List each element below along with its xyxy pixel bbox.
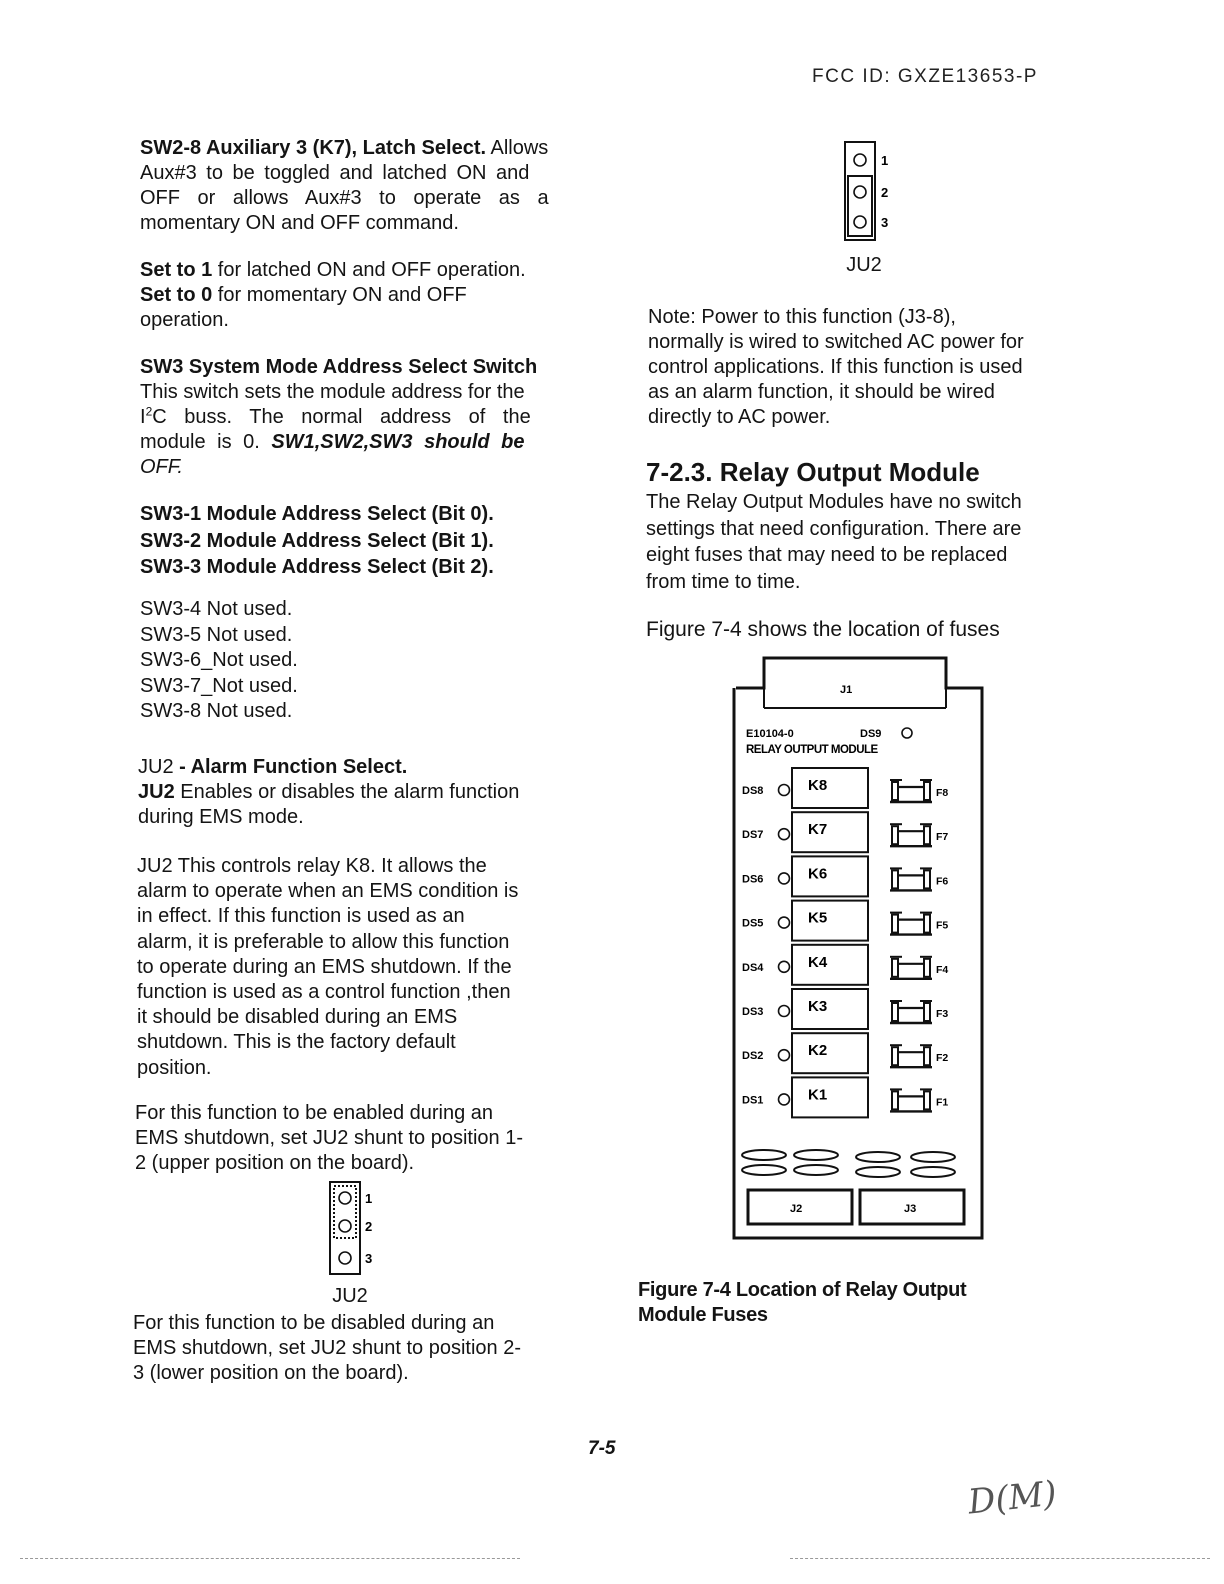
ds-label: DS1 bbox=[742, 1094, 764, 1107]
part-number: E10104-0 bbox=[746, 728, 794, 740]
ju2-enabled-line0: For this function to be enabled during an bbox=[135, 1102, 494, 1124]
note-section bbox=[648, 305, 1078, 430]
sw2-8-line0: Allows bbox=[490, 137, 549, 159]
section-body bbox=[646, 489, 1076, 595]
sw3-line2-sup: 2 bbox=[145, 404, 153, 419]
fuse-clip bbox=[924, 959, 930, 977]
fuse-clip bbox=[924, 870, 930, 888]
ju2-disabled-line2: 3 (lower position on the board). bbox=[133, 1362, 409, 1384]
sw2-8-line3: momentary ON and OFF command. bbox=[140, 212, 459, 234]
fuse-clip bbox=[924, 1003, 930, 1021]
fuse-label: F4 bbox=[936, 963, 949, 976]
ju2-controls-line5: function is used as a control function ,then bbox=[137, 981, 511, 1004]
sw3-unused-4: SW3-8 Not used. bbox=[140, 700, 293, 722]
ju2-controls-line2: in effect. If this function is used as an bbox=[137, 905, 465, 928]
sw3-bit-1: SW3-2 Module Address Select (Bit 1). bbox=[140, 529, 494, 552]
fuse-icon bbox=[892, 826, 898, 844]
ju2-controls-line3: alarm, it is preferable to allow this function bbox=[137, 930, 510, 953]
fuse-icon bbox=[892, 870, 898, 888]
ds-label: DS4 bbox=[742, 961, 764, 974]
ju2-enables-line2: during EMS mode. bbox=[138, 806, 304, 828]
relay-label: K6 bbox=[808, 865, 828, 883]
led-icon bbox=[779, 1006, 790, 1017]
terminal-ovals bbox=[742, 1150, 955, 1177]
note-line4: directly to AC power. bbox=[648, 406, 831, 428]
ds-label: DS2 bbox=[742, 1050, 764, 1063]
ju2-controls-line0: This controls relay K8. It allows the bbox=[172, 855, 487, 877]
ju2-upper-pin-2: 2 bbox=[365, 1219, 373, 1234]
sw3-line2-b: C buss. The normal address of the bbox=[152, 406, 531, 428]
caption-line1: Module Fuses bbox=[638, 1304, 768, 1326]
ju2-enables-line1: Enables or disables the alarm function bbox=[174, 781, 520, 803]
note-line0: Note: Power to this function (J3-8), bbox=[648, 306, 956, 328]
handwritten-mark: D(M) bbox=[966, 1473, 1059, 1523]
relay-box bbox=[792, 768, 868, 808]
fuse-label: F2 bbox=[936, 1052, 949, 1065]
relay-box bbox=[792, 1033, 868, 1073]
page-number: 7-5 bbox=[588, 1438, 616, 1459]
connector-j2: J2 bbox=[790, 1203, 803, 1215]
fuse-label: F1 bbox=[936, 1096, 949, 1109]
figure-caption bbox=[638, 1278, 1058, 1328]
ju2-jumper-lower-label: JU2 bbox=[846, 254, 882, 276]
relay-label: K1 bbox=[808, 1086, 828, 1104]
ju2-upper-pin-1: 1 bbox=[365, 1191, 373, 1206]
relay-module-board bbox=[728, 652, 988, 1246]
scan-edge-right bbox=[790, 1558, 1210, 1559]
connector-j3: J3 bbox=[904, 1203, 917, 1215]
fuse-clip bbox=[924, 782, 930, 800]
fcc-id: FCC ID: GXZE13653-P bbox=[812, 66, 1038, 87]
section-heading: 7-2.3. Relay Output Module bbox=[646, 457, 980, 487]
relay-label: K7 bbox=[808, 821, 828, 839]
relay-label: K4 bbox=[808, 953, 828, 971]
ds-label: DS6 bbox=[742, 873, 764, 886]
fuse-clip bbox=[924, 1091, 930, 1109]
sw3-line4-bold: OFF. bbox=[140, 456, 183, 478]
section-line3: from time to time. bbox=[646, 570, 801, 593]
ju2-enabled bbox=[135, 1101, 583, 1176]
set1-text: for latched ON and OFF operation. bbox=[212, 259, 526, 281]
sw3-title: SW3 System Mode Address Select Switch bbox=[140, 356, 538, 378]
note-line1: normally is wired to switched AC power for bbox=[648, 331, 1024, 353]
fuse-clip bbox=[924, 1047, 930, 1065]
ju2-controls-line6: it should be disabled during an EMS bbox=[137, 1006, 458, 1029]
relay-box bbox=[792, 856, 868, 896]
ds-label: DS5 bbox=[742, 917, 764, 930]
ju2-controls-label: JU2 bbox=[137, 855, 173, 877]
sw3-bit-2: SW3-3 Module Address Select (Bit 2). bbox=[140, 556, 494, 578]
connector-j1: J1 bbox=[840, 684, 853, 696]
sw2-8-line1: Aux#3 to be toggled and latched ON and bbox=[140, 162, 530, 184]
ds9-label: DS9 bbox=[860, 728, 882, 740]
section-line1: settings that need configuration. There are bbox=[646, 517, 1022, 540]
fuse-label: F6 bbox=[936, 875, 949, 888]
ds-label: DS3 bbox=[742, 1006, 764, 1018]
figure-reference: Figure 7-4 shows the location of fuses bbox=[646, 618, 1000, 641]
ju2-enabled-line1: EMS shutdown, set JU2 shunt to position 1- bbox=[135, 1127, 523, 1149]
sw3-section bbox=[140, 355, 588, 480]
fuse-clip bbox=[924, 826, 930, 844]
relay-box bbox=[792, 901, 868, 941]
ju2-controls bbox=[137, 854, 585, 1081]
ju2-disabled-line1: EMS shutdown, set JU2 shunt to position 2- bbox=[133, 1337, 521, 1359]
sw2-8-line2: OFF or allows Aux#3 to operate as a bbox=[140, 187, 549, 209]
fuse-label: F8 bbox=[936, 787, 949, 799]
relay-box bbox=[792, 812, 868, 852]
scan-edge-left bbox=[20, 1558, 520, 1559]
led-icon bbox=[779, 829, 790, 840]
relay-label: K8 bbox=[808, 777, 828, 794]
fuse-label: F3 bbox=[936, 1008, 949, 1020]
set0-text-2: operation. bbox=[140, 309, 229, 331]
relay-label: K5 bbox=[808, 909, 828, 927]
sw3-line3-a: module is 0. bbox=[140, 431, 272, 453]
ju2-jumper-upper bbox=[328, 1180, 388, 1278]
relay-box bbox=[792, 989, 868, 1029]
ju2-enabled-line2: 2 (upper position on the board). bbox=[135, 1152, 415, 1174]
ds-label: DS7 bbox=[742, 829, 764, 842]
fuse-clip bbox=[924, 915, 930, 933]
ds-label: DS8 bbox=[742, 785, 764, 797]
sw3-unused-3: SW3-7_Not used. bbox=[140, 674, 298, 697]
relay-box bbox=[792, 945, 868, 985]
ju2-disabled bbox=[133, 1311, 581, 1386]
sw2-8-title: SW2-8 Auxiliary 3 (K7), Latch Select. bbox=[140, 137, 487, 159]
ds9-led-icon bbox=[902, 728, 912, 738]
set-options bbox=[140, 258, 588, 333]
led-icon bbox=[779, 917, 790, 928]
set0-text: for momentary ON and OFF bbox=[212, 284, 467, 306]
fuse-label: F7 bbox=[936, 831, 949, 844]
caption-line0: Figure 7-4 Location of Relay Output bbox=[638, 1279, 967, 1301]
fuse-label: F5 bbox=[936, 919, 949, 932]
ju2-controls-line7: shutdown. This is the factory default bbox=[137, 1031, 456, 1054]
sw3-unused-list bbox=[140, 597, 588, 725]
led-icon bbox=[779, 1050, 790, 1061]
led-icon bbox=[779, 785, 790, 796]
fuse-icon bbox=[892, 782, 898, 800]
relay-label: K2 bbox=[808, 1042, 828, 1060]
ju2-controls-line8: position. bbox=[137, 1056, 212, 1079]
relay-box bbox=[792, 1077, 868, 1117]
ju2-enables-label: JU2 bbox=[138, 781, 175, 803]
sw3-line1: This switch sets the module address for the bbox=[140, 381, 525, 403]
fuse-icon bbox=[892, 1091, 898, 1109]
ju2-lower-pin-2: 2 bbox=[881, 185, 889, 200]
sw3-unused-0: SW3-4 Not used. bbox=[140, 598, 293, 620]
relay-label: K3 bbox=[808, 998, 828, 1015]
fuse-icon bbox=[892, 1047, 898, 1065]
sw3-line3-bold: SW1,SW2,SW3 should be bbox=[271, 431, 525, 453]
led-icon bbox=[779, 1094, 790, 1105]
sw3-line2-a: I bbox=[140, 406, 146, 428]
fuse-icon bbox=[892, 959, 898, 977]
ju2-jumper-upper-label: JU2 bbox=[332, 1285, 368, 1307]
ju2-lower-pin-1: 1 bbox=[881, 153, 889, 168]
ju2-lower-pin-3: 3 bbox=[881, 215, 889, 230]
sw3-unused-1: SW3-5 Not used. bbox=[140, 623, 293, 646]
sw3-bit-list bbox=[140, 501, 588, 581]
fuse-icon bbox=[892, 915, 898, 933]
ju2-controls-line1: alarm to operate when an EMS condition is bbox=[137, 880, 519, 903]
set1-label: Set to 1 bbox=[140, 259, 213, 281]
set0-label: Set to 0 bbox=[140, 284, 213, 306]
led-icon bbox=[779, 873, 790, 884]
sw3-unused-2: SW3-6_Not used. bbox=[140, 649, 298, 671]
ju2-upper-pin-3: 3 bbox=[365, 1251, 373, 1266]
note-line3: as an alarm function, it should be wired bbox=[648, 381, 995, 403]
ju2-title-a: JU2 bbox=[138, 756, 174, 778]
note-line2: control applications. If this function is used bbox=[648, 356, 1023, 378]
ju2-jumper-lower bbox=[843, 140, 903, 244]
ju2-disabled-line0: For this function to be disabled during an bbox=[133, 1312, 495, 1334]
led-icon bbox=[779, 961, 790, 972]
ju2-title-b: - Alarm Function Select. bbox=[173, 756, 408, 778]
sw2-8-section bbox=[140, 136, 588, 236]
relay-module-figure bbox=[728, 652, 988, 1251]
ju2-section bbox=[138, 755, 586, 830]
section-line0: The Relay Output Modules have no switch bbox=[646, 491, 1022, 513]
module-label: RELAY OUTPUT MODULE bbox=[746, 744, 878, 756]
fuse-icon bbox=[892, 1003, 898, 1021]
ju2-controls-line4: to operate during an EMS shutdown. If the bbox=[137, 955, 512, 978]
section-line2: eight fuses that may need to be replaced bbox=[646, 544, 1008, 566]
sw3-bit-0: SW3-1 Module Address Select (Bit 0). bbox=[140, 503, 494, 525]
